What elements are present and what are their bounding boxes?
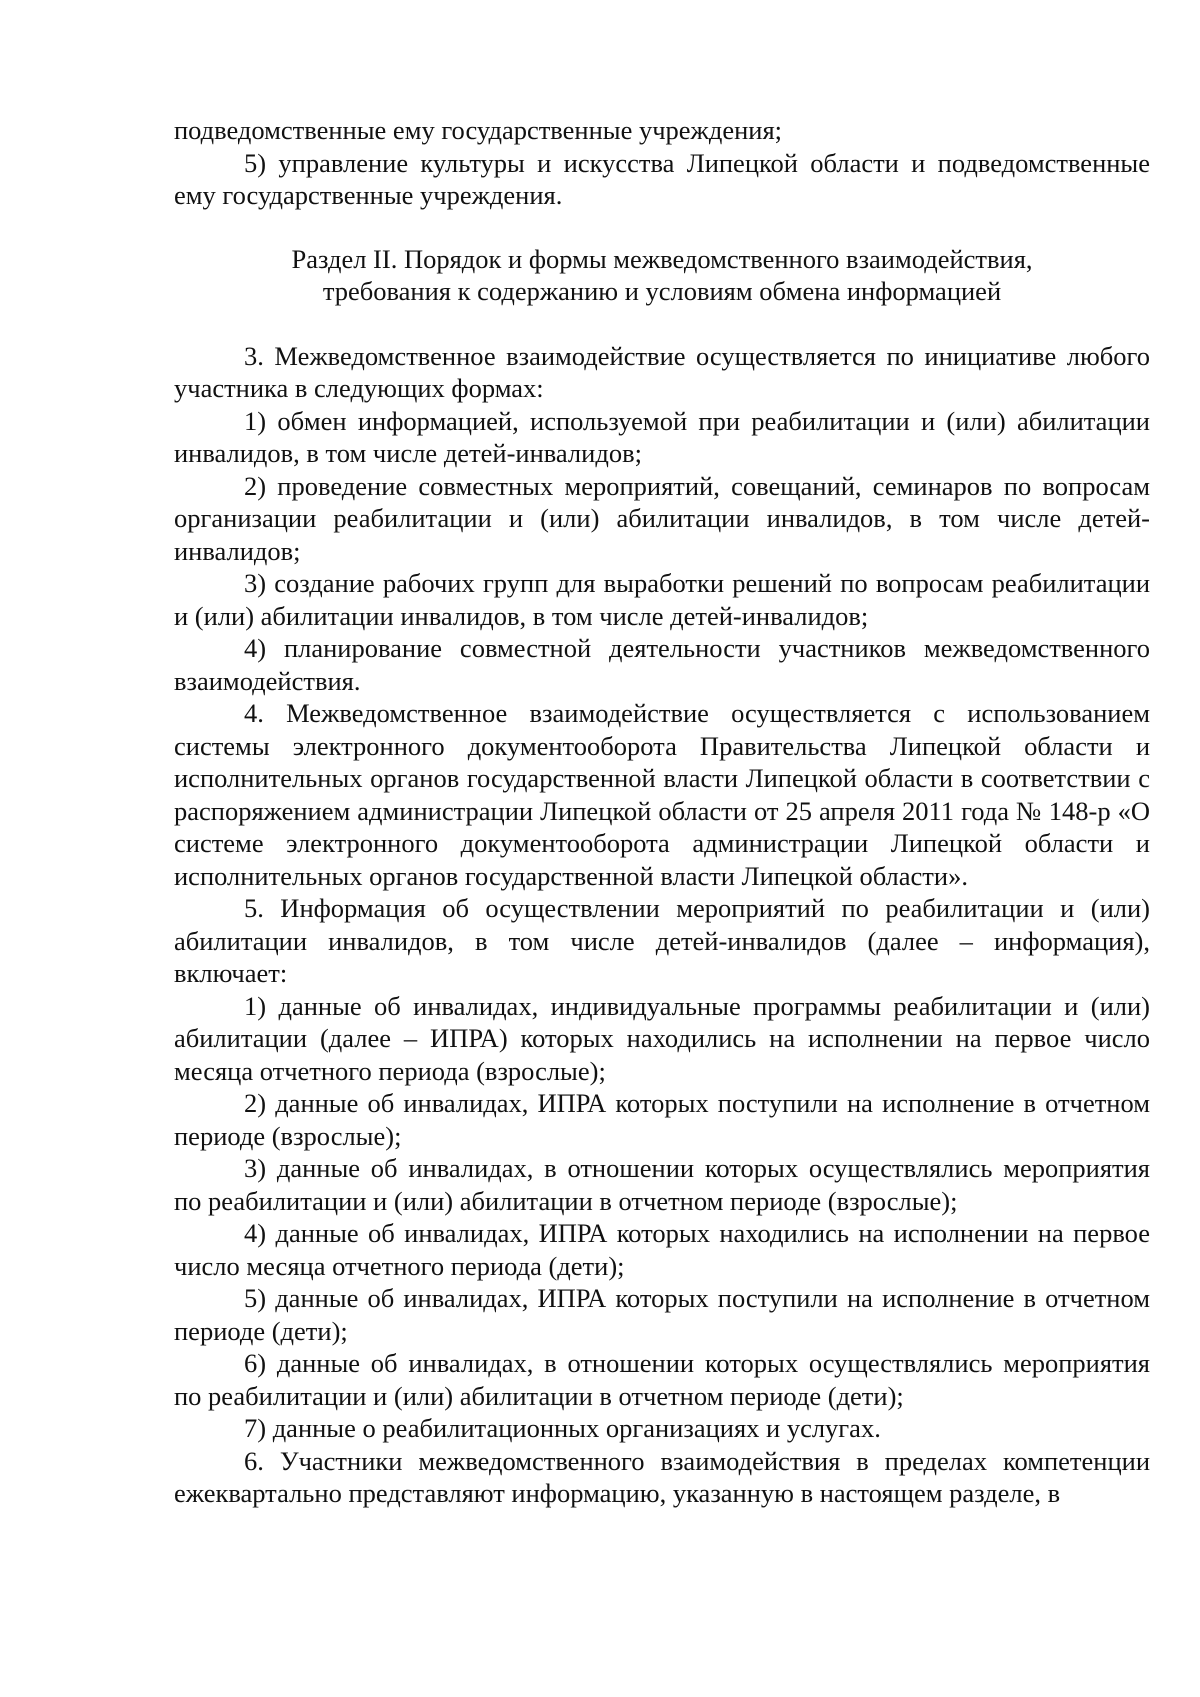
paragraph-5-item-7: 7) данные о реабилитационных организациях и услугах. — [244, 1413, 881, 1443]
section-heading-line-2: требования к содержанию и условиям обмена информацией — [322, 276, 1002, 306]
document-page — [174, 114, 1150, 1510]
paragraph-item-5: 5) управление культуры и искусства Липецкой области и подведомственные ему государственные учреждения. — [174, 147, 1150, 210]
paragraph-6: 6. Участники межведомственного взаимодействия в пределах компетенции ежеквартально представляют информацию, указанную в настоящем разделе, в — [174, 1445, 1150, 1508]
paragraph-5-item-6: 6) данные об инвалидах, в отношении которых осуществлялись мероприятия по реабилитации и (или) абилитации в отчетном периоде (дети); — [174, 1348, 1150, 1411]
paragraph-5: 5. Информация об осуществлении мероприятий по реабилитации и (или) абилитации инвалидов, в том числе детей-инвалидов (далее – информация), включает: — [174, 893, 1150, 988]
spacer — [174, 212, 1150, 243]
paragraph-3-item-3: 3) создание рабочих групп для выработки решений по вопросам реабилитации и (или) абилитации инвалидов, в том числе детей-инвалидов; — [174, 568, 1150, 631]
paragraph-3: 3. Межведомственное взаимодействие осуществляется по инициативе любого участника в следующих формах: — [174, 340, 1150, 403]
paragraph-3-item-1: 1) обмен информацией, используемой при реабилитации и (или) абилитации инвалидов, в том числе детей-инвалидов; — [174, 405, 1150, 468]
spacer — [174, 308, 1150, 340]
paragraph-3-item-4: 4) планирование совместной деятельности участников межведомственного взаимодействия. — [174, 633, 1150, 696]
paragraph-continuation: подведомственные ему государственные учреждения; — [174, 115, 783, 145]
paragraph-5-item-5: 5) данные об инвалидах, ИПРА которых поступили на исполнение в отчетном периоде (дети); — [174, 1283, 1150, 1346]
paragraph-4: 4. Межведомственное взаимодействие осуществляется с использованием системы электронного документооборота Правительства Липецкой области и исполнительных органов государственной власти Липецкой области в соответствии с распоряжением администрации Липецкой области от 25 апреля 2011 года № 148-р «О системе электронного документооборота администрации Липецкой области и исполнительных органов государственной власти Липецкой области». — [174, 698, 1150, 891]
paragraph-5-item-3: 3) данные об инвалидах, в отношении которых осуществлялись мероприятия по реабилитации и (или) абилитации в отчетном периоде (взрослые); — [174, 1153, 1150, 1216]
section-heading-line-1: Раздел II. Порядок и формы межведомственного взаимодействия, — [291, 243, 1033, 274]
paragraph-5-item-2: 2) данные об инвалидах, ИПРА которых поступили на исполнение в отчетном периоде (взрослые); — [174, 1088, 1150, 1151]
paragraph-5-item-1: 1) данные об инвалидах, индивидуальные программы реабилитации и (или) абилитации (далее – ИПРА) которых находились на исполнении на первое число месяца отчетного периода (взрослые); — [174, 990, 1150, 1086]
paragraph-5-item-4: 4) данные об инвалидах, ИПРА которых находились на исполнении на первое число месяца отчетного периода (дети); — [174, 1218, 1150, 1281]
paragraph-3-item-2: 2) проведение совместных мероприятий, совещаний, семинаров по вопросам организации реабилитации и (или) абилитации инвалидов, в том числе детей-инвалидов; — [174, 470, 1150, 566]
section-heading — [174, 243, 1150, 308]
